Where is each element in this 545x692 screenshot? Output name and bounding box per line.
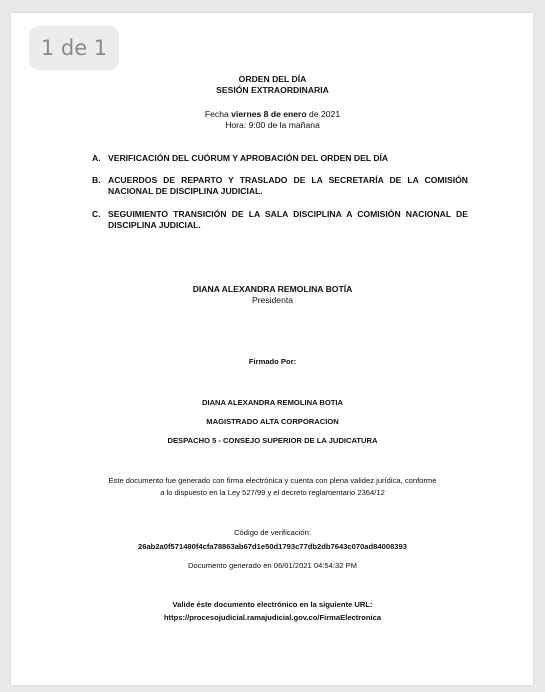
agenda-text: VERIFICACIÓN DEL CUÓRUM Y APROBACIÓN DEL ORDEN DEL DÍA <box>108 153 389 163</box>
legal-notice-line2: a lo dispuesto en la Ley 527/99 y el decreto reglamentario 2364/12 <box>160 488 385 497</box>
session-time: Hora: 9:00 de la mañana <box>225 120 320 130</box>
signed-by-label: Firmado Por: <box>248 357 297 366</box>
agenda-item-a <box>92 153 468 164</box>
president-role: Presidenta <box>251 295 294 305</box>
president-name: DIANA ALEXANDRA REMOLINA BOTÍA <box>192 284 353 294</box>
agenda-item-c <box>92 209 468 231</box>
agenda-text: SEGUIMIENTO TRANSICIÓN DE LA SALA DISCIPLINA A COMISIÓN NACIONAL DE DISCIPLINA JUDICIAL. <box>108 209 468 230</box>
document-subtitle: SESIÓN EXTRAORDINARIA <box>216 85 329 95</box>
document-title: ORDEN DEL DÍA <box>238 74 307 84</box>
signer-name: DIANA ALEXANDRA REMOLINA BOTIA <box>201 398 344 407</box>
signer-office: DESPACHO 5 - CONSEJO SUPERIOR DE LA JUDICATURA <box>167 436 378 445</box>
agenda-item-b <box>92 175 468 197</box>
date-prefix: Fecha <box>204 109 232 119</box>
agenda-letter: C. <box>92 209 101 219</box>
legal-notice-line1: Este documento fue generado con firma electrónica y cuenta con plena validez jurídica, conforme <box>108 476 437 485</box>
generated-timestamp: Documento generado en 06/01/2021 04:54:32 PM <box>188 561 357 570</box>
signer-position: MAGISTRADO ALTA CORPORACION <box>206 417 339 426</box>
agenda-text: ACUERDOS DE REPARTO Y TRASLADO DE LA SECRETARÍA DE LA COMISIÓN NACIONAL DE DISCIPLINA JUDICIAL. <box>108 175 468 196</box>
validate-label: Valide éste documento electrónico en la siguiente URL: <box>172 600 373 609</box>
page-indicator: 1 de 1 <box>29 26 119 70</box>
date-bold: viernes 8 de enero <box>231 109 307 119</box>
agenda-letter: B. <box>92 175 101 185</box>
agenda-letter: A. <box>92 153 101 163</box>
date-suffix: de 2021 <box>306 109 341 119</box>
session-date <box>0 109 545 120</box>
verification-code: 26ab2a0f571480f4cfa78863ab67d1e50d1793c77db2db7643c070ad84008393 <box>138 542 407 551</box>
validate-url[interactable]: https://procesojudicial.ramajudicial.gov.co/FirmaElectronica <box>163 613 382 622</box>
verification-label: Código de verificación: <box>234 528 311 537</box>
